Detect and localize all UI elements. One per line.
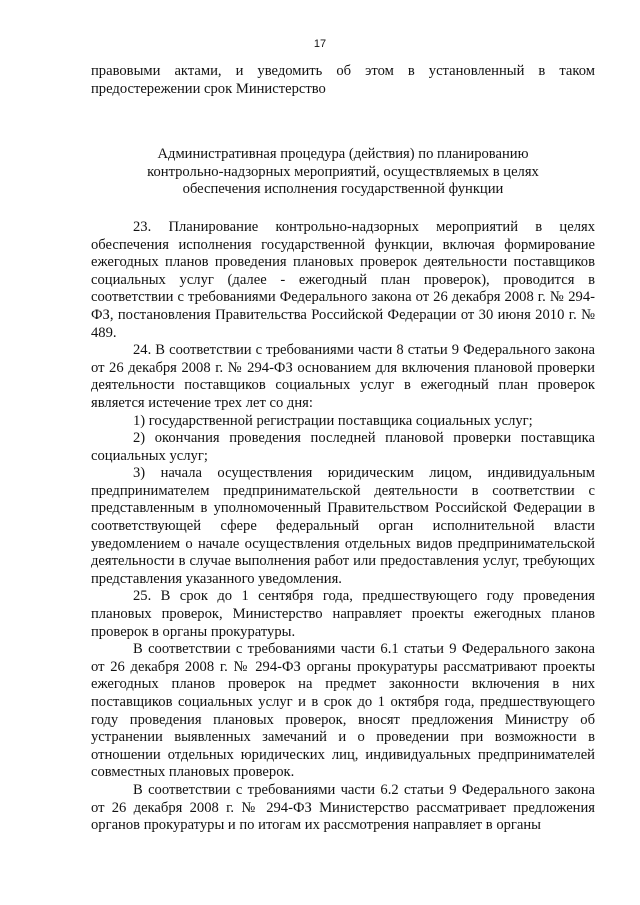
paragraph-ministry-review: В соответствии с требованиями части 6.2 статьи 9 Федерального закона от 26 декабря 2008 г. № 294-ФЗ Министерство рассматривает предложения органов прокуратуры и по итогам их рассмотрения направляет в органы [91,781,595,834]
heading-line: контрольно-надзорных мероприятий, осуществляемых в целях [147,163,539,180]
heading-line: Административная процедура (действия) по планированию [157,146,529,163]
intro-paragraph: правовыми актами, и уведомить об этом в установленный в таком предостережении срок Министерство [91,63,595,97]
heading-line: обеспечения исполнения государственной функции [182,181,504,198]
paragraph-prosecutor-review: В соответствии с требованиями части 6.1 статьи 9 Федерального закона от 26 декабря 2008 г. № 294-ФЗ органы прокуратуры рассматривают проекты ежегодных планов проверок на предмет законности включения в них поставщиков социальных услуг и в срок до 1 октября года, предшествующего году проведения плановых проверок, вносят предложения Министру об устранении выявленных замечаний и о проведении при возможности в отношении отдельных юридических лиц, индивидуальных предпринимателей совместных плановых проверок. [91,641,595,781]
paragraph-23: 23. Планирование контрольно-надзорных мероприятий в целях обеспечения исполнения государственной функции, включая формирование ежегодных планов проведения плановых проверок деятельности поставщиков социальных услуг (далее - ежегодный план проверок), проводится в соответствии с требованиями Федерального закона от 26 декабря 2008 г. № 294-ФЗ, постановления Правительства Российской Федерации от 30 июня 2010 г. № 489. [91,218,595,341]
section-heading [91,146,595,199]
list-item-2: 2) окончания проведения последней плановой проверки поставщика социальных услуг; [91,430,595,464]
list-item-1: 1) государственной регистрации поставщика социальных услуг; [133,412,533,429]
document-body [91,63,595,835]
page-number: 17 [313,38,327,50]
paragraph-24: 24. В соответствии с требованиями части 8 статьи 9 Федерального закона от 26 декабря 2008 г. № 294-ФЗ основанием для включения плановой проверки деятельности поставщиков социальных услуг в ежегодный план проверок является истечение трех лет со дня: [91,342,595,411]
list-item-3: 3) начала осуществления юридическим лицом, индивидуальным предпринимателем предпринимательской деятельности в соответствии с представленным в уполномоченный Правительством Российской Федерации в соответствующей сфере федеральный орган исполнительной власти уведомлением о начале осуществления отдельных видов предпринимательской деятельности в случае выполнения работ или предоставления услуг, требующих представления указанного уведомления. [91,465,595,587]
paragraph-25: 25. В срок до 1 сентября года, предшествующего году проведения плановых проверок, Министерство направляет проекты ежегодных планов проверок в органы прокуратуры. [91,588,595,640]
